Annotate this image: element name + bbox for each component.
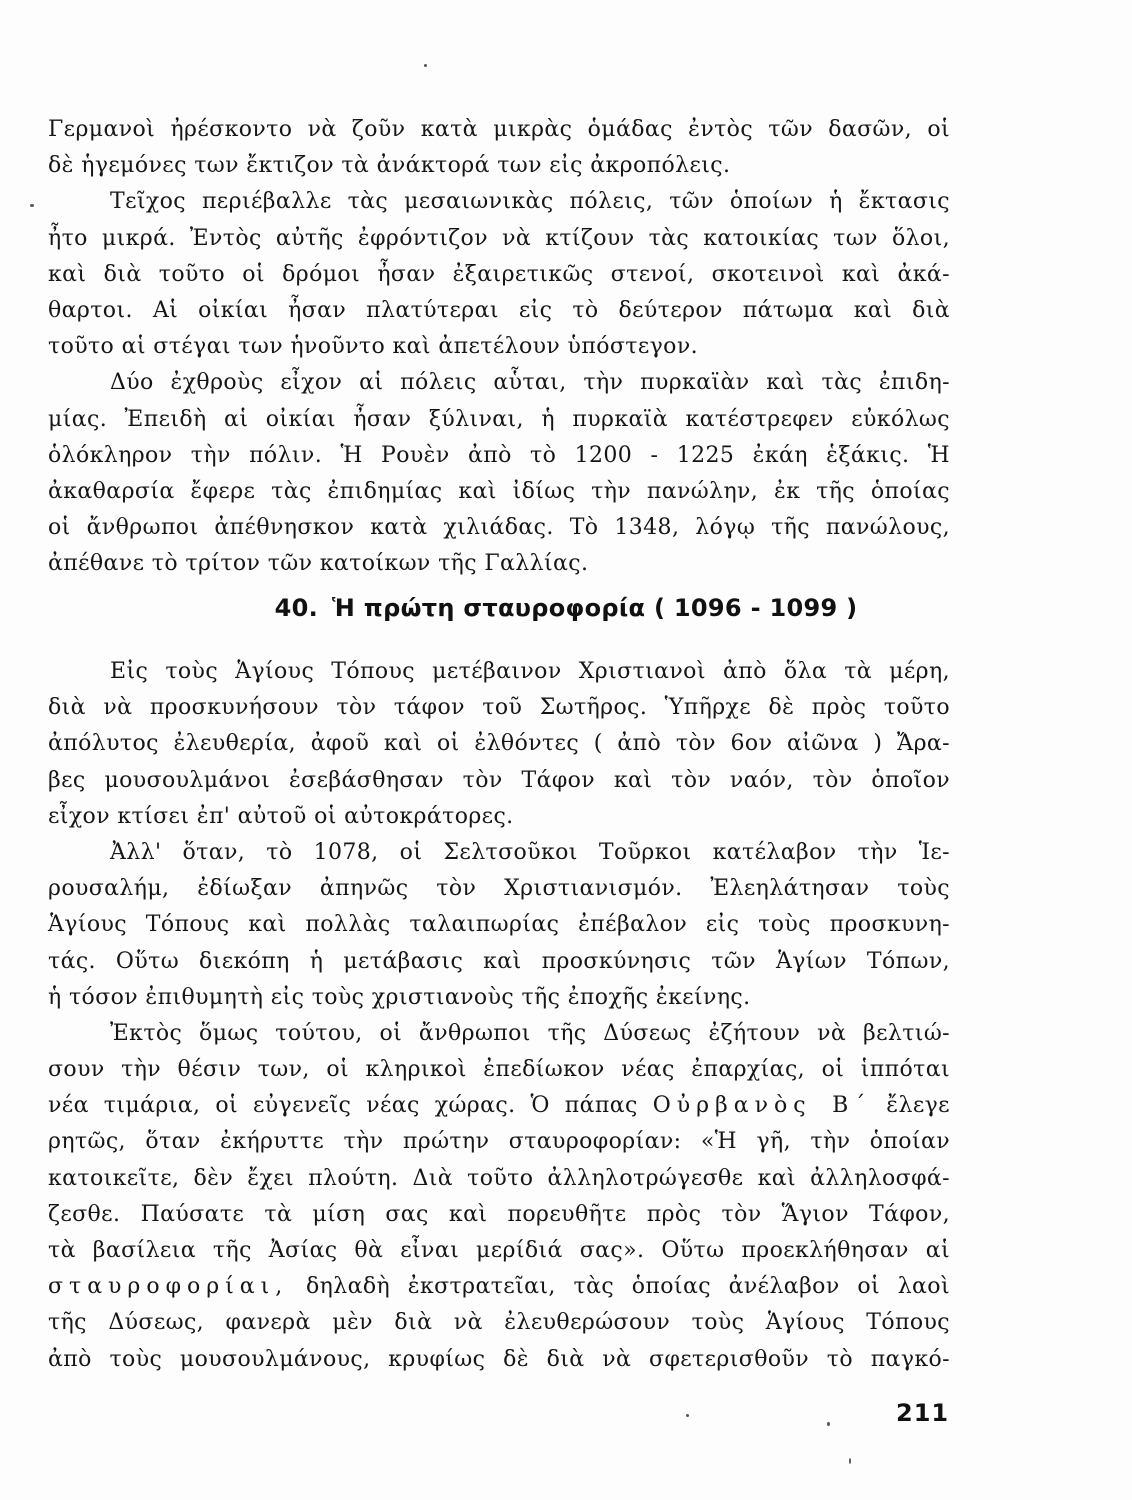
section-heading [0, 594, 1132, 622]
scan-speck [849, 1458, 851, 1464]
text-line: ἀπόλυτος ἐλευθερία, ἀφοῦ καὶ οἱ ἐλθόντες ( ἀπὸ τὸν 6ον αἰῶνα ) Ἄρα- [48, 731, 950, 757]
crusades-word: σταυροφορίαι, [48, 1274, 289, 1300]
section-number: 40. [274, 594, 319, 622]
text-segment: ἔλεγε [886, 1093, 950, 1119]
text-line: ἦτο μικρά. Ἐντὸς αὐτῆς ἐφρόντιζον νὰ κτίζουν τὰς κατοικίας των ὅλοι, [48, 225, 950, 251]
text-line: θαρτοι. Αἱ οἰκίαι ἦσαν πλατύτεραι εἰς τὸ δεύτερον πάτωμα καὶ διὰ [48, 297, 950, 323]
text-line: ὁλόκληρον τὴν πόλιν. Ἡ Ρουὲν ἀπὸ τὸ 1200 - 1225 ἐκάη ἑξάκις. Ἡ [48, 442, 950, 468]
text-line: ρητῶς, ὅταν ἐκήρυττε τὴν πρώτην σταυροφορίαν: «Ἡ γῆ, τὴν ὁποίαν [48, 1129, 950, 1155]
text-line: τῆς Δύσεως, φανερὰ μὲν διὰ νὰ ἐλευθερώσουν τοὺς Ἁγίους Τόπους [48, 1310, 950, 1336]
text-line: μίας. Ἐπειδὴ αἱ οἰκίαι ἦσαν ξύλιναι, ἡ πυρκαϊὰ κατέστρεφεν εὐκόλως [48, 406, 950, 432]
text-line: Δύο ἐχθροὺς εἶχον αἱ πόλεις αὗται, τὴν πυρκαϊὰν καὶ τὰς ἐπιδη- [110, 370, 950, 396]
text-line: Γερμανοὶ ἠρέσκοντο νὰ ζοῦν κατὰ μικρὰς ὁμάδας ἐντὸς τῶν δασῶν, οἱ [48, 117, 950, 142]
text-segment: νέα τιμάρια, οἱ εὐγενεῖς νέας χώρας. Ὁ πάπας [48, 1093, 638, 1119]
text-line: ἡ τόσον ἐπιθυμητὴ εἰς τοὺς χριστιανοὺς τῆς ἐποχῆς ἐκείνης. [48, 984, 751, 1010]
scan-speck [686, 1414, 689, 1417]
text-line: ἀπὸ τοὺς μουσουλμάνους, κρυφίως δὲ διὰ νὰ σφετερισθοῦν τὸ παγκό- [48, 1346, 950, 1372]
text-segment: δηλαδὴ ἐκστρατεῖαι, τὰς ὁποίας ἀνέλαβον οἱ λαοὶ [306, 1274, 950, 1300]
scan-speck [827, 1422, 830, 1426]
scan-speck [424, 64, 427, 67]
text-line: διὰ νὰ προσκυνήσουν τὸν τάφον τοῦ Σωτῆρος. Ὑπῆρχε δὲ πρὸς τοῦτο [48, 695, 950, 721]
text-line: ρουσαλήμ, ἐδίωξαν ἀπηνῶς τὸν Χριστιανισμόν. Ἐλεηλάτησαν τοὺς [48, 876, 950, 902]
scan-speck [30, 204, 34, 207]
text-line: σουν τὴν θέσιν των, οἱ κληρικοὶ ἐπεδίωκον νέας ἐπαρχίας, οἱ ἱππόται [48, 1057, 950, 1083]
text-line: κατοικεῖτε, δὲν ἔχει πλούτη. Διὰ τοῦτο ἀλληλοτρώγεσθε καὶ ἀλληλοσφά- [48, 1165, 950, 1191]
text-line: ἀπέθανε τὸ τρίτον τῶν κατοίκων τῆς Γαλλίας. [48, 551, 589, 577]
text-line: τάς. Οὕτω διεκόπη ἡ μετάβασις καὶ προσκύνησις τῶν Ἁγίων Τόπων, [48, 948, 950, 974]
text-line: βες μουσουλμάνοι ἐσεβάσθησαν τὸν Τάφον καὶ τὸν ναόν, τὸν ὁποῖον [48, 767, 950, 793]
text-line: οἱ ἄνθρωποι ἀπέθνησκον κατὰ χιλιάδας. Τὸ 1348, λόγῳ τῆς πανώλους, [48, 515, 950, 541]
text-line: Τεῖχος περιέβαλλε τὰς μεσαιωνικὰς πόλεις, τῶν ὁποίων ἡ ἔκτασις [110, 189, 950, 215]
text-line: Ἐκτὸς ὅμως τούτου, οἱ ἄνθρωποι τῆς Δύσεως ἐζήτουν νὰ βελτιώ- [110, 1020, 950, 1046]
text-line: τοῦτο αἱ στέγαι των ἡνοῦντο καὶ ἀπετέλουν ὑπόστεγον. [48, 334, 698, 360]
text-line: ζεσθε. Παύσατε τὰ μίση σας καὶ πορευθῆτε πρὸς τὸν Ἅγιον Τάφον, [48, 1201, 950, 1227]
pope-name: Οὐρβανὸς Β΄ [652, 1093, 872, 1119]
text-line: τὰ βασίλεια τῆς Ἀσίας θὰ εἶναι μερίδιά σας». Οὕτω προεκλήθησαν αἱ [48, 1238, 950, 1263]
section-title: Ἡ πρώτη σταυροφορία ( 1096 - 1099 ) [332, 594, 858, 622]
text-line: Ἁγίους Τόπους καὶ πολλὰς ταλαιπωρίας ἐπέβαλον εἰς τοὺς προσκυνη- [48, 912, 950, 938]
text-line: καὶ διὰ τοῦτο οἱ δρόμοι ἦσαν ἐξαιρετικῶς στενοί, σκοτεινοὶ καὶ ἀκά- [48, 261, 950, 287]
text-line-crusades [48, 1269, 950, 1305]
text-line: εἶχον κτίσει ἐπ' αὐτοῦ οἱ αὐτοκράτορες. [48, 803, 514, 829]
top-text-block [48, 112, 950, 582]
text-line: Εἰς τοὺς Ἁγίους Τόπους μετέβαινον Χριστιανοὶ ἀπὸ ὅλα τὰ μέρη, [110, 659, 950, 684]
page-number: 211 [896, 1399, 950, 1427]
text-line: Ἀλλ' ὅταν, τὸ 1078, οἱ Σελτσοῦκοι Τοῦρκοι κατέλαβον τὴν Ἱε- [110, 839, 950, 865]
text-line-pope [48, 1088, 950, 1124]
text-line: ἀκαθαρσία ἔφερε τὰς ἐπιδημίας καὶ ἰδίως τὴν πανώλην, ἐκ τῆς ὁποίας [48, 478, 950, 504]
text-line: δὲ ἡγεμόνες των ἔκτιζον τὰ ἀνάκτορά των εἰς ἀκροπόλεις. [48, 153, 731, 179]
bottom-text-block [48, 654, 950, 1378]
